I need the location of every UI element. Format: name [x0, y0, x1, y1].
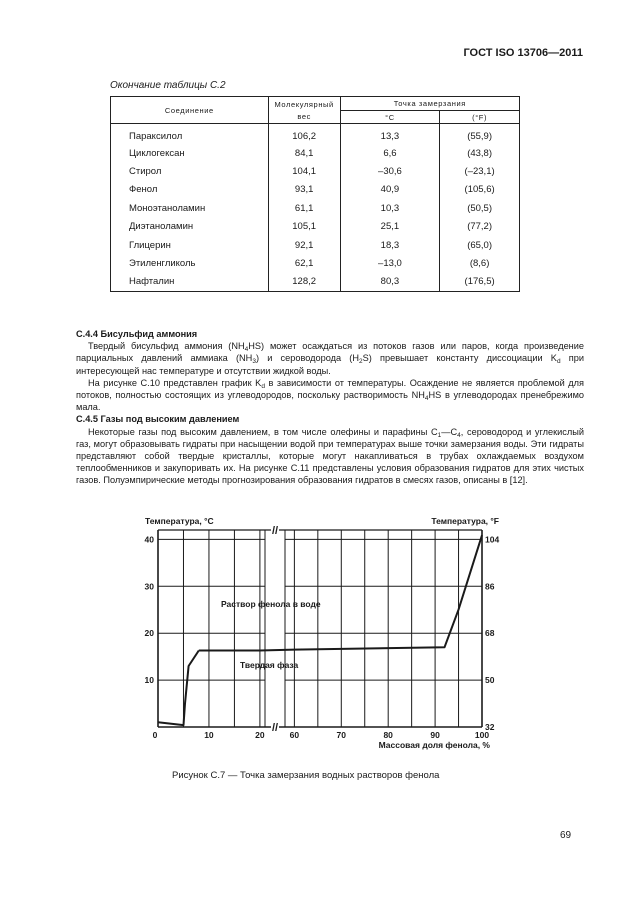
y-tick-label-left: 30: [144, 581, 154, 592]
x-tick-label: 0: [152, 730, 158, 740]
cell-celsius: 18,3: [340, 236, 440, 254]
cell-mw: 106,2: [268, 124, 340, 145]
cell-mw: 104,1: [268, 162, 340, 180]
cell-fahrenheit: (43,8): [440, 144, 520, 162]
chart-axes: [158, 525, 482, 734]
x-tick-label: 100: [474, 730, 490, 740]
chart-grid: [158, 530, 482, 727]
document-header: ГОСТ ISO 13706—2011: [463, 47, 583, 59]
y-tick-label-left: 10: [144, 675, 154, 686]
cell-compound: Глицерин: [111, 236, 269, 254]
cell-compound: Нафталин: [111, 273, 269, 292]
cell-compound: Диэтаноламин: [111, 218, 269, 236]
cell-celsius: 25,1: [340, 218, 440, 236]
y-tick-label-right: 104: [485, 534, 500, 545]
x-tick-label: 60: [289, 730, 300, 740]
paragraph: Некоторые газы под высоким давлением, в том числе олефины и парафины $C_1—C_4$, сероводород и углекислый газ, могут образовывать гидраты при насыщении водой при температурах выше точки замерзания воды. Эти гидраты представляют собой твердые кристаллы, которые могут накапливаться в трубах охлаждаемых воздухом теплообменников и закупоривать их. На рисунке С.11 представлены условия образования гидратов для этих чистых газов. Полуэмпирические методы прогнозирования образования гидратов в смесях газов, описаны в [12].: [76, 426, 584, 486]
y-tick-label-right: 50: [485, 675, 495, 686]
header-unit-fahrenheit: (°F): [440, 111, 520, 124]
cell-fahrenheit: (176,5): [440, 273, 520, 292]
axis-break-mark: //: [271, 525, 279, 537]
paragraph: На рисунке С.10 представлен график $K_d$ в зависимости от температуры. Осаждение не является проблемой для потоков, полностью состоящих из углеводородов, поскольку растворимость $NH_4HS$ в углеводородах пренебрежимо мала.: [76, 377, 585, 413]
cell-celsius: 13,3: [340, 124, 440, 145]
cell-mw: 61,1: [268, 199, 340, 217]
x-axis-title: Массовая доля фенола, %: [378, 740, 490, 750]
y-tick-label-right: 68: [485, 628, 495, 639]
cell-mw: 62,1: [268, 254, 340, 272]
x-tick-label: 90: [430, 730, 440, 740]
cell-compound: Параксилол: [111, 124, 269, 145]
label-solid-region: Твердая фаза: [240, 660, 299, 670]
cell-mw: 105,1: [268, 218, 340, 236]
cell-mw: 93,1: [268, 181, 340, 199]
cell-fahrenheit: (55,9): [440, 124, 520, 145]
y-axis-title-right: Температура, °F: [431, 516, 499, 526]
header-unit-celsius: °С: [340, 111, 440, 124]
axis-break-mark: //: [271, 722, 279, 734]
cell-celsius: 10,3: [340, 199, 440, 217]
cell-fahrenheit: (77,2): [440, 218, 520, 236]
paragraph: Твердый бисульфид аммония $(NH_4HS)$ может осаждаться из потоков газов или паров, когда произведение парциальных давлений аммиака $(NH_3)$ и сероводорода $(H_2S)$ превышает константу диссоциации $K_d$ при интересующей нас температуре и отсутствии жидкой воды.: [76, 341, 584, 376]
x-tick-label: 20: [255, 730, 265, 740]
chart-curves: [158, 535, 482, 725]
cell-celsius: 6,6: [340, 144, 440, 162]
header-compound: Соединение: [111, 97, 269, 124]
table-caption: Окончание таблицы С.2: [110, 80, 226, 91]
cell-compound: Моноэтаноламин: [111, 199, 269, 217]
cell-compound: Этиленгликоль: [111, 254, 269, 272]
cell-fahrenheit: (65,0): [440, 236, 520, 254]
x-tick-label: 10: [204, 730, 214, 740]
y-tick-label-left: 20: [144, 628, 154, 639]
cell-mw: 84,1: [268, 144, 340, 162]
cell-compound: Фенол: [111, 181, 269, 199]
cell-compound: Циклогексан: [111, 144, 269, 162]
section-heading: С.4.4 Бисульфид аммония: [76, 329, 198, 339]
freezing-curve-segment: [158, 651, 199, 726]
y-tick-label-right: 86: [485, 581, 495, 592]
y-axis-title-left: Температура, °С: [145, 516, 214, 526]
cell-celsius: –30,6: [340, 162, 440, 180]
y-tick-label-right: 32: [485, 722, 495, 732]
cell-celsius: –13,0: [340, 254, 440, 272]
figure-caption: Рисунок С.7 — Точка замерзания водных растворов фенола: [172, 770, 440, 781]
cell-mw: 92,1: [268, 236, 340, 254]
page-number: 69: [560, 830, 572, 841]
cell-fahrenheit: (–23,1): [440, 162, 520, 180]
y-tick-label-left: 40: [144, 534, 154, 545]
x-tick-label: 80: [383, 730, 393, 740]
label-liquid-region: Раствор фенола в воде: [221, 599, 321, 609]
cell-celsius: 80,3: [340, 273, 440, 292]
header-mw-line1: Молекулярный: [274, 99, 334, 109]
cell-fahrenheit: (50,5): [440, 199, 520, 217]
cell-celsius: 40,9: [340, 181, 440, 199]
cell-mw: 128,2: [268, 273, 340, 292]
x-tick-label: 70: [336, 730, 347, 740]
header-mw-line2: вес: [297, 111, 311, 121]
cell-fahrenheit: (105,6): [440, 181, 520, 199]
cell-fahrenheit: (8,6): [440, 254, 520, 272]
section-heading: С.4.5 Газы под высоким давлением: [76, 414, 240, 425]
header-freezing-point: Точка замерзания: [340, 97, 519, 111]
cell-compound: Стирол: [111, 162, 269, 180]
